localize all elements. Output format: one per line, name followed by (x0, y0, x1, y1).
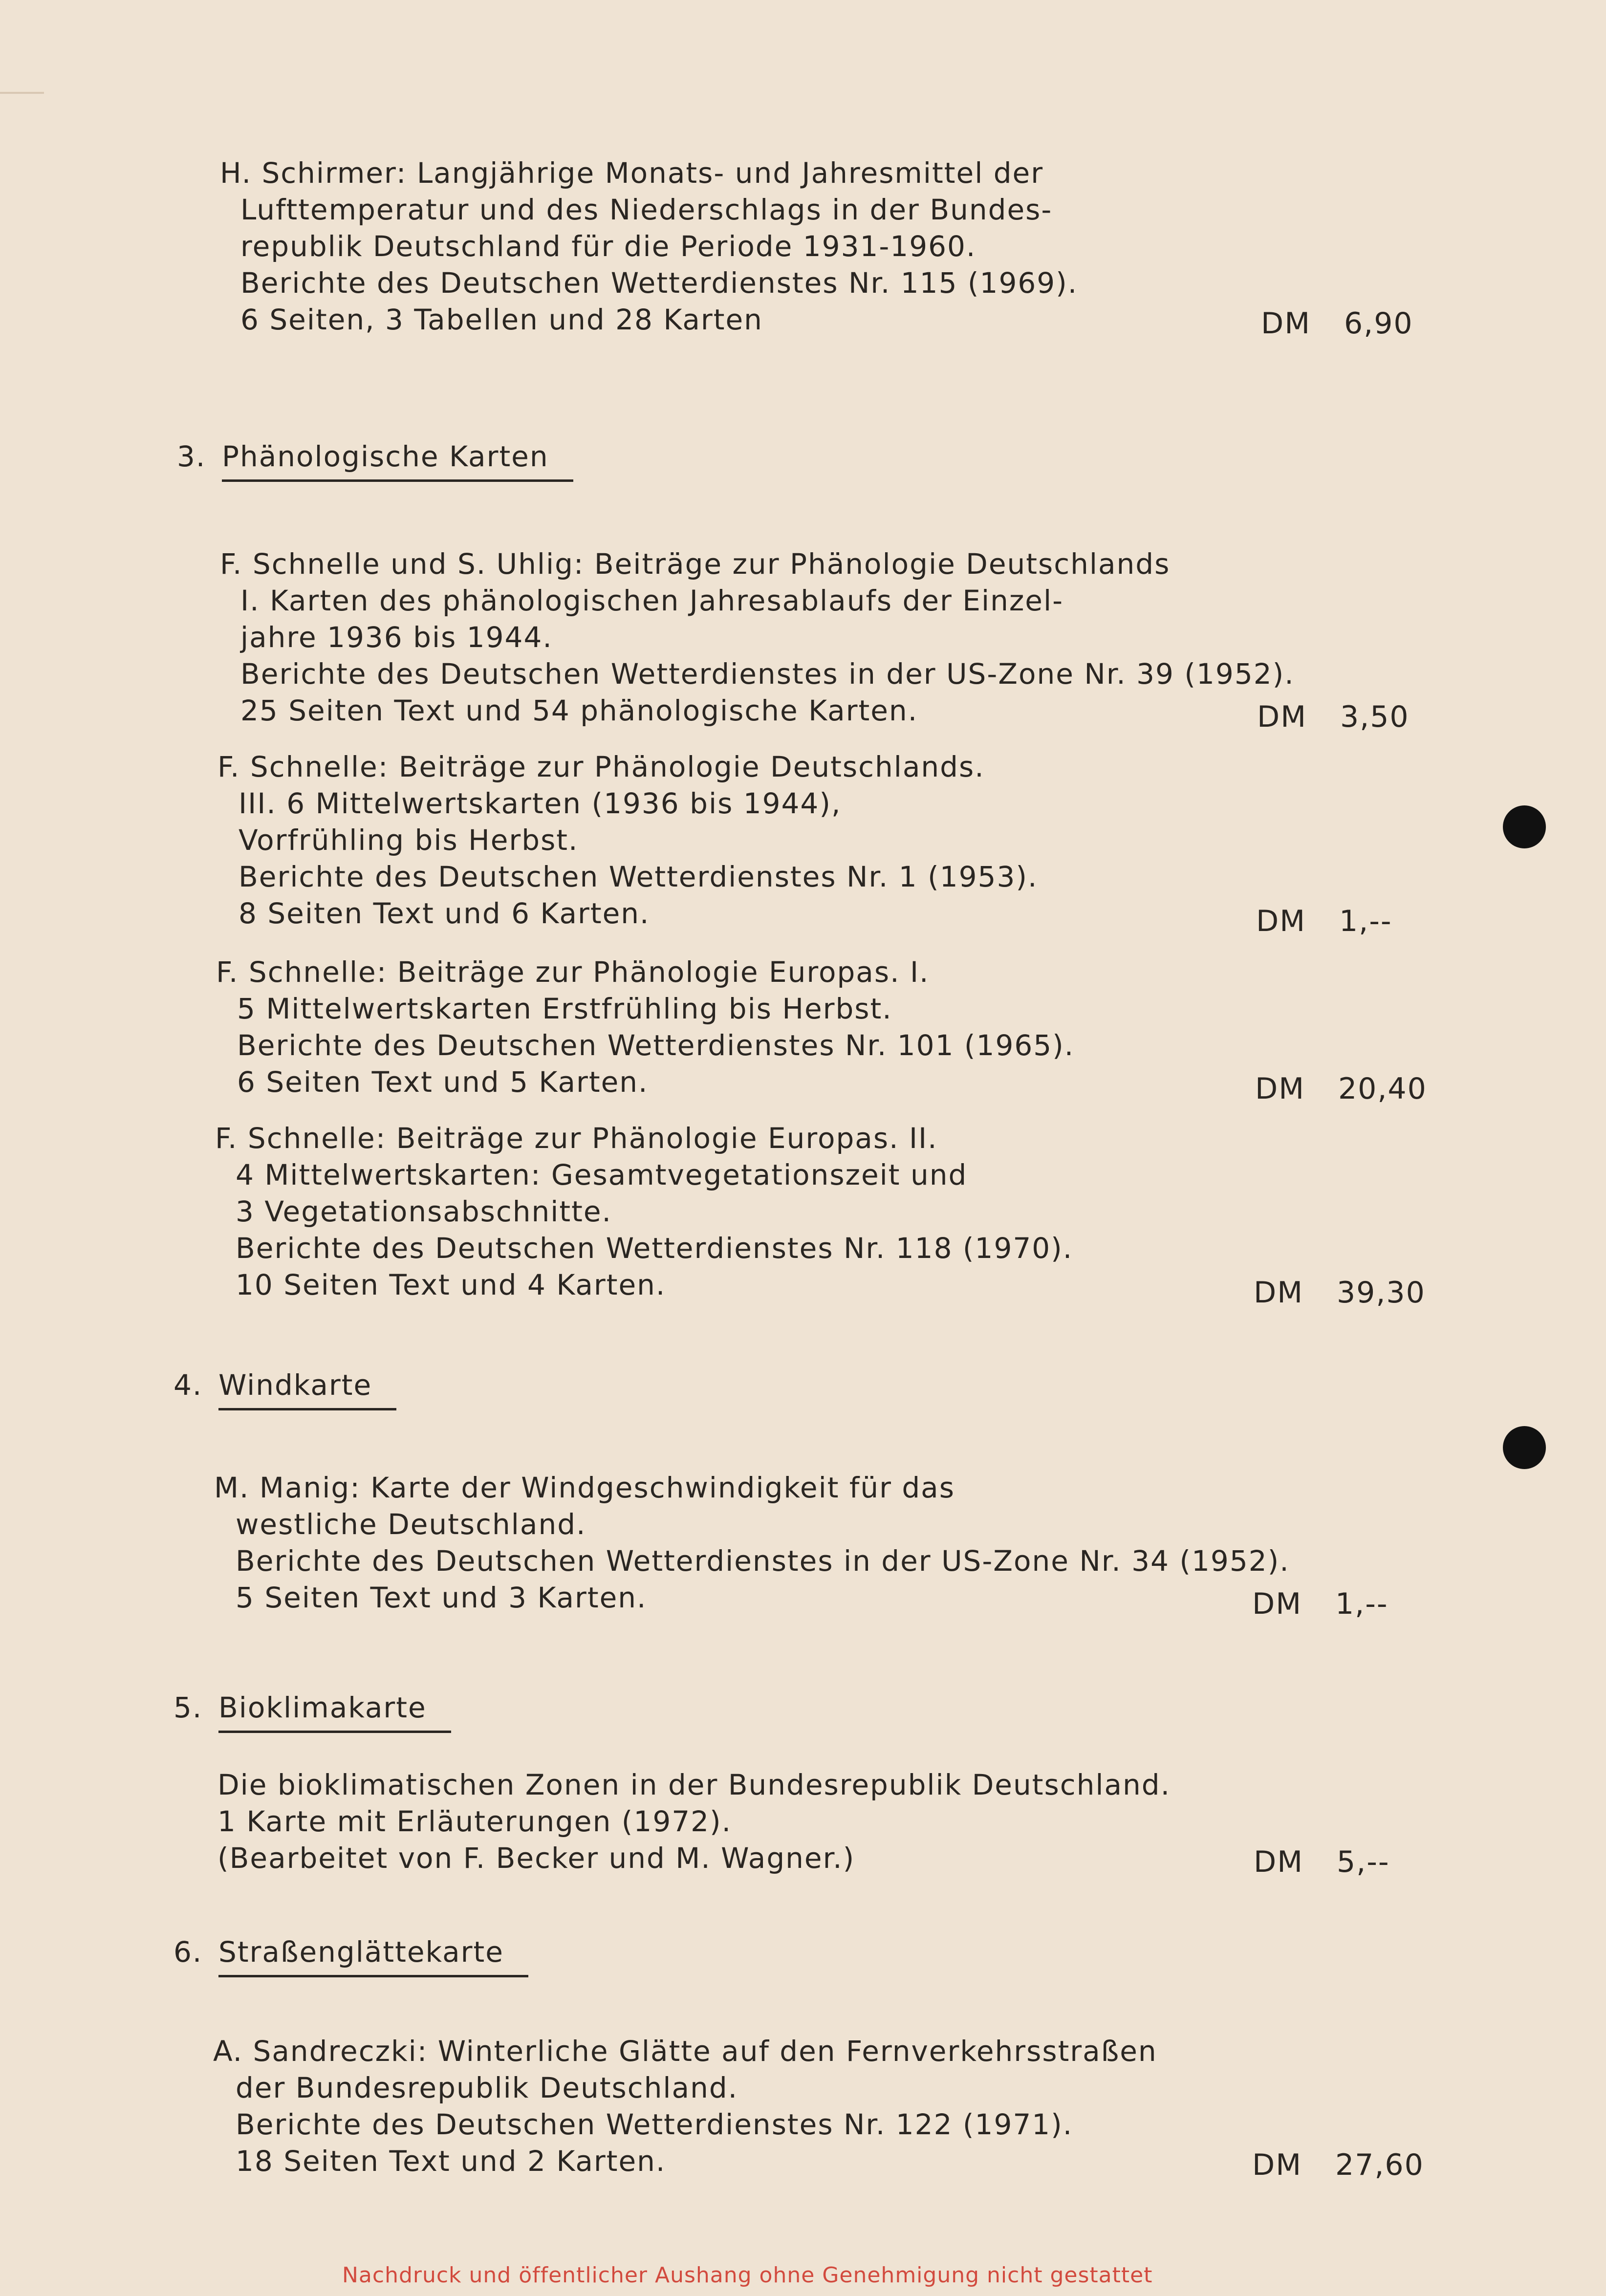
entry-line: 10 Seiten Text und 4 Karten. (236, 1268, 666, 1301)
section-heading (174, 1693, 451, 1733)
price-currency: DM (1257, 700, 1307, 734)
entry-line: 5 Mittelwertskarten Erstfrühling bis Herbst. (237, 992, 892, 1025)
entry-line: F. Schnelle: Beiträge zur Phänologie Europas. II. (215, 1122, 938, 1155)
entry-line: Berichte des Deutschen Wetterdienstes Nr. 1 (1953). (239, 860, 1038, 893)
entry-line: Berichte des Deutschen Wetterdienstes Nr. 118 (1970). (236, 1232, 1073, 1265)
entry-line: republik Deutschland für die Periode 1931-1960. (240, 230, 977, 263)
price-amount: 1,-- (1339, 904, 1392, 938)
price (1255, 1074, 1427, 1104)
entry-line: Berichte des Deutschen Wetterdienstes in der US-Zone Nr. 34 (1952). (236, 1544, 1290, 1578)
section-heading (174, 1368, 396, 1410)
entry-line: 6 Seiten, 3 Tabellen und 28 Karten (240, 303, 763, 336)
price-currency: DM (1261, 306, 1311, 341)
price-currency: DM (1254, 1845, 1303, 1879)
section-number: 3. (177, 440, 206, 473)
entry-line: A. Sandreczki: Winterliche Glätte auf den Fernverkehrsstraßen (213, 2035, 1157, 2068)
punch-hole (1503, 1426, 1546, 1469)
price-currency: DM (1252, 2148, 1302, 2182)
section-title: Windkarte (218, 1371, 396, 1410)
price (1257, 702, 1410, 732)
section-heading (174, 1935, 528, 1977)
price (1254, 1847, 1390, 1877)
entry-line: Berichte des Deutschen Wetterdienstes Nr. 122 (1971). (236, 2108, 1073, 2141)
punch-hole (1503, 805, 1546, 848)
entry-line: F. Schnelle: Beiträge zur Phänologie Deutschlands. (217, 750, 985, 783)
entry-line: 3 Vegetationsabschnitte. (236, 1195, 612, 1228)
entry-line: der Bundesrepublik Deutschland. (236, 2071, 738, 2104)
section-number: 6. (174, 1935, 203, 1969)
price (1256, 904, 1392, 938)
entry-line: I. Karten des phänologischen Jahresablaufs der Einzel- (240, 584, 1063, 617)
entry-line: Vorfrühling bis Herbst. (239, 823, 579, 857)
section-title: Bioklimakarte (218, 1693, 451, 1733)
price-amount: 1,-- (1335, 1587, 1389, 1621)
price-currency: DM (1252, 1587, 1302, 1621)
entry-line: 5 Seiten Text und 3 Karten. (236, 1581, 647, 1614)
entry-line: F. Schnelle: Beiträge zur Phänologie Europas. I. (216, 955, 930, 989)
entry-line: 25 Seiten Text und 54 phänologische Karten. (240, 694, 918, 727)
entry-line: 18 Seiten Text und 2 Karten. (236, 2144, 666, 2178)
price-amount: 6,90 (1344, 306, 1413, 341)
section-number: 5. (174, 1691, 203, 1724)
entry-line: 6 Seiten Text und 5 Karten. (237, 1065, 649, 1099)
price (1254, 1276, 1426, 1310)
entry-line: Berichte des Deutschen Wetterdienstes Nr. 115 (1969). (240, 266, 1078, 300)
entry-line: Berichte des Deutschen Wetterdienstes Nr. 101 (1965). (237, 1029, 1075, 1062)
section-heading (177, 442, 573, 482)
entry-line: jahre 1936 bis 1944. (240, 621, 553, 654)
section-number: 4. (174, 1368, 203, 1402)
price-amount: 5,-- (1337, 1845, 1390, 1879)
entry-line: 1 Karte mit Erläuterungen (1972). (217, 1805, 732, 1838)
section-title: Phänologische Karten (222, 442, 573, 482)
entry-line: Lufttemperatur und des Niederschlags in der Bundes- (240, 193, 1053, 226)
price-amount: 39,30 (1337, 1276, 1426, 1310)
entry-line: F. Schnelle und S. Uhlig: Beiträge zur Phänologie Deutschlands (220, 547, 1171, 581)
price (1252, 1589, 1389, 1619)
section-title: Straßenglättekarte (218, 1938, 528, 1977)
entry-line: Die bioklimatischen Zonen in der Bundesrepublik Deutschland. (217, 1768, 1171, 1801)
entry-line: 4 Mittelwertskarten: Gesamtvegetationszeit und (236, 1158, 968, 1191)
entry-line: (Bearbeitet von F. Becker und M. Wagner.) (217, 1841, 855, 1875)
entry-line: H. Schirmer: Langjährige Monats- und Jahresmittel der (220, 156, 1044, 190)
entry-line: 8 Seiten Text und 6 Karten. (239, 897, 650, 930)
footer-notice: Nachdruck und öffentlicher Aushang ohne Genehmigung nicht gestattet (342, 2263, 1153, 2288)
entry-line: Berichte des Deutschen Wetterdienstes in der US-Zone Nr. 39 (1952). (240, 657, 1295, 691)
entry-line: III. 6 Mittelwertskarten (1936 bis 1944), (239, 787, 842, 820)
fold-mark (0, 92, 44, 94)
price (1252, 2150, 1424, 2180)
price-currency: DM (1255, 1072, 1305, 1106)
price-amount: 27,60 (1335, 2148, 1424, 2182)
entry-line: M. Manig: Karte der Windgeschwindigkeit für das (214, 1471, 955, 1504)
price-amount: 3,50 (1340, 700, 1410, 734)
entry-line: westliche Deutschland. (236, 1508, 586, 1541)
price-amount: 20,40 (1338, 1072, 1427, 1106)
price (1261, 306, 1413, 341)
price-currency: DM (1256, 904, 1306, 938)
price-currency: DM (1254, 1276, 1303, 1310)
